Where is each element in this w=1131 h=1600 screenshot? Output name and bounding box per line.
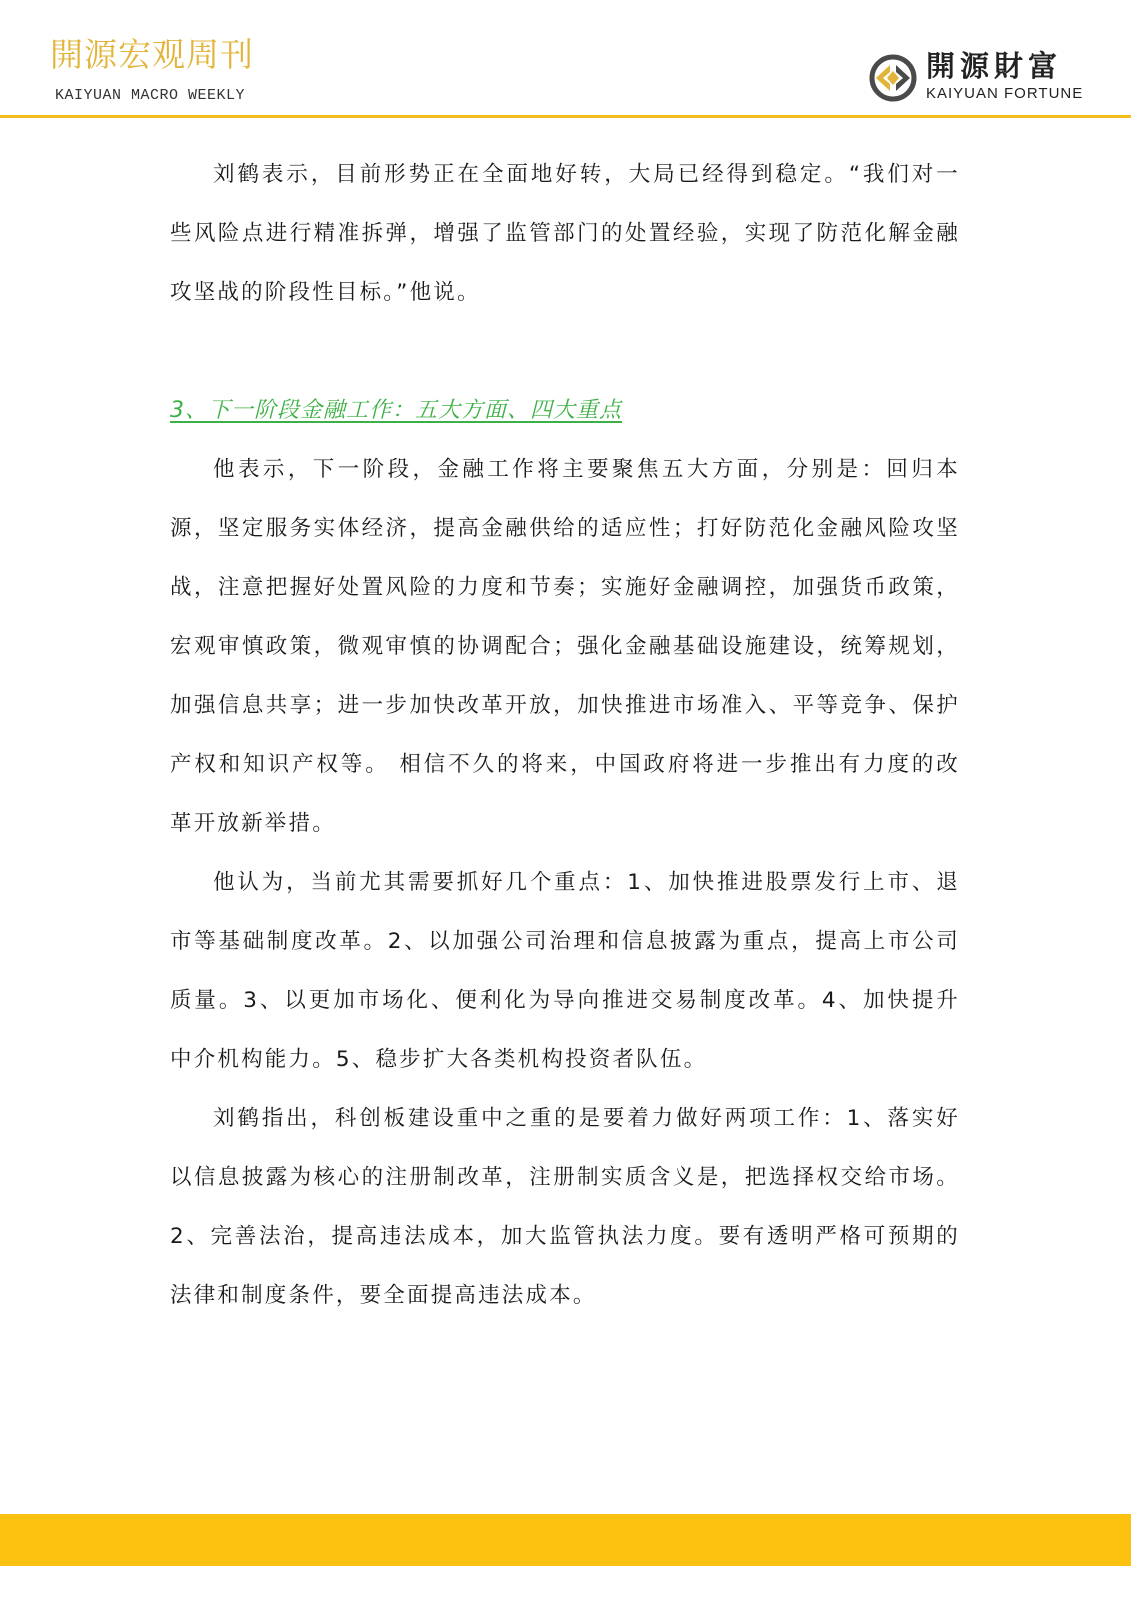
- publication-title: 開源宏观周刊: [50, 35, 254, 74]
- paragraph-4: 刘鹤指出，科创板建设重中之重的是要着力做好两项工作：1、落实好以信息披露为核心的注册制改革，注册制实质含义是，把选择权交给市场。2、完善法治，提高违法成本，加大监管执法力度。要有透明严格可预期的法律和制度条件，要全面提高违法成本。: [170, 1106, 960, 1308]
- kaiyuan-logo-icon: [868, 53, 918, 103]
- header-divider: [0, 115, 1131, 118]
- paragraph-2: 他表示，下一阶段，金融工作将主要聚焦五大方面，分别是：回归本源，坚定服务实体经济，提高金融供给的适应性；打好防范化金融风险攻坚战，注意把握好处置风险的力度和节奏；实施好金融调控，加强货币政策，宏观审慎政策，微观审慎的协调配合；强化金融基础设施建设，统筹规划，加强信息共享；进一步加快改革开放，加快推进市场准入、平等竞争、保护产权和知识产权等。 相信不久的将来，中国政府将进一步推出有力度的改革开放新举措。: [170, 457, 960, 836]
- footer-bar: [0, 1514, 1131, 1566]
- paragraph-1: 刘鹤表示，目前形势正在全面地好转，大局已经得到稳定。“我们对一些风险点进行精准拆弹，增强了监管部门的处置经验，实现了防范化解金融攻坚战的阶段性目标。”他说。: [170, 162, 960, 305]
- article-body: [170, 145, 960, 1325]
- paragraph-3: 他认为，当前尤其需要抓好几个重点：1、加快推进股票发行上市、退市等基础制度改革。2、以加强公司治理和信息披露为重点，提高上市公司质量。3、以更加市场化、便利化为导向推进交易制度改革。4、加快提升中介机构能力。5、稳步扩大各类机构投资者队伍。: [170, 870, 960, 1072]
- logo-english-text: KAIYUAN FORTUNE: [926, 85, 1084, 102]
- kaiyuan-fortune-logo: [868, 50, 1108, 106]
- logo-chinese-text: 開源財富: [926, 49, 1063, 83]
- publication-subtitle: KAIYUAN MACRO WEEKLY: [55, 87, 246, 104]
- section-heading: 3、下一阶段金融工作：五大方面、四大重点: [170, 398, 622, 423]
- page-header: [0, 0, 1131, 117]
